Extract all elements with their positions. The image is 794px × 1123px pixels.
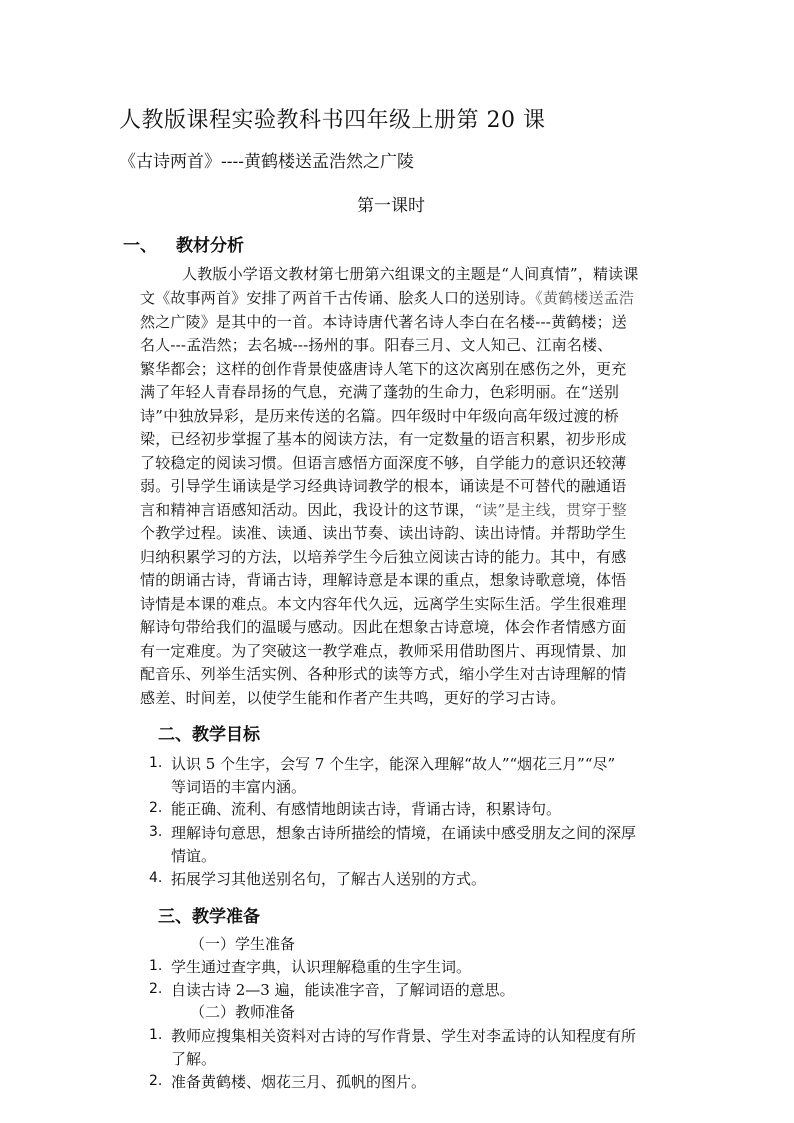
list-item: 理解诗句意思，想象古诗所描绘的情境，在诵读中感受朋友之间的深厚 bbox=[171, 824, 637, 842]
paragraph-line: 然之广陵》是其中的一首。本诗诗唐代著名诗人李白在名楼---黄鹤楼；送 bbox=[140, 313, 628, 331]
section-1-heading bbox=[123, 231, 244, 256]
list-item: 能正确、流利、有感情地朗读古诗，背诵古诗，积累诗句。 bbox=[171, 800, 562, 818]
paragraph-line: 解诗句带给我们的温暖与感动。因此在想象古诗意境，体会作者情感方面 bbox=[140, 618, 627, 636]
paragraph-line: 情的朗诵古诗，背诵古诗，理解诗意是本课的重点，想象诗歌意境，体悟 bbox=[140, 571, 627, 589]
document-title: 人教版课程实验教科书四年级上册第 20 课 bbox=[119, 108, 546, 133]
paragraph-text: 文《故事两首》安排了两首千古传诵、脍炙人口的送别诗。 bbox=[140, 289, 536, 307]
paragraph-line: 诗”中独放异彩，是历来传送的名篇。四年级时中年级向高年级过渡的桥 bbox=[140, 407, 620, 425]
teacher-prep-heading: （二）教师准备 bbox=[190, 1003, 296, 1021]
paragraph-line: 个教学过程。读准、读通、读出节奏、读出诗韵、读出诗情。并帮助学生 bbox=[140, 524, 627, 542]
paragraph-line: 了较稳定的阅读习惯。但语言感悟方面深度不够，自学能力的意识还较薄 bbox=[140, 454, 627, 472]
list-number: 1. bbox=[149, 958, 163, 974]
paragraph-line bbox=[140, 287, 634, 308]
paragraph-text-highlight: 《黄鹤楼送孟浩 bbox=[535, 289, 635, 307]
paragraph-line bbox=[140, 499, 627, 520]
section-3-heading: 三、教学准备 bbox=[158, 907, 260, 927]
section-1-number: 一、 bbox=[123, 236, 157, 256]
section-1-title: 教材分析 bbox=[176, 236, 244, 256]
paragraph-text-highlight: “读”是主线，贯穿于整 bbox=[474, 501, 627, 519]
paragraph-line: 配音乐、列举生活实例、各种形式的读等方式，缩小学生对古诗理解的情 bbox=[140, 665, 627, 683]
paragraph-line: 有一定难度。为了突破这一教学难点，教师采用借助图片、再现情景、加 bbox=[140, 642, 627, 660]
paragraph-text: 言和精神言语感知活动。因此，我设计的这节课， bbox=[140, 501, 475, 519]
paragraph-line: 繁华都会；这样的创作背景使盛唐诗人笔下的这次离别在感伤之外，更充 bbox=[140, 360, 627, 378]
lesson-subtitle: 《古诗两首》----黄鹤楼送孟浩然之广陵 bbox=[119, 152, 414, 172]
list-number: 1. bbox=[149, 755, 163, 771]
paragraph-line: 弱。引导学生诵读是学习经典诗词教学的根本，诵读是不可替代的融通语 bbox=[140, 477, 627, 495]
list-number: 3. bbox=[149, 824, 163, 840]
list-item-continued: 情谊。 bbox=[171, 847, 217, 865]
list-item: 教师应搜集相关资料对古诗的写作背景、学生对李孟诗的认知程度有所 bbox=[171, 1027, 637, 1045]
list-item: 准备黄鹤楼、烟花三月、孤帆的图片。 bbox=[171, 1073, 427, 1091]
student-prep-heading: （一）学生准备 bbox=[190, 935, 296, 953]
list-item: 自读古诗 2—3 遍，能读准字音，了解词语的意思。 bbox=[171, 981, 515, 999]
list-item: 拓展学习其他送别名句，了解古人送别的方式。 bbox=[171, 870, 487, 888]
paragraph-line: 名人---孟浩然；去名城---扬州的事。阳春三月、文人知己、江南名楼、 bbox=[140, 336, 613, 354]
lesson-period: 第一课时 bbox=[357, 196, 425, 216]
list-item-continued: 了解。 bbox=[171, 1050, 217, 1068]
list-item: 学生通过查字典，认识理解稳重的生字生词。 bbox=[171, 958, 472, 976]
list-number: 4. bbox=[149, 870, 163, 886]
paragraph-line: 梁，已经初步掌握了基本的阅读方法，有一定数量的语言积累，初步形成 bbox=[140, 430, 627, 448]
list-number: 2. bbox=[149, 800, 163, 816]
paragraph-line: 归纳积累学习的方法，以培养学生今后独立阅读古诗的能力。其中，有感 bbox=[140, 548, 627, 566]
list-item: 认识 5 个生字，会写 7 个生字，能深入理解“故人”“烟花三月”“尽” bbox=[171, 755, 616, 773]
list-number: 1. bbox=[149, 1027, 163, 1043]
paragraph-line: 满了年轻人青春昂扬的气息，充满了蓬勃的生命力，色彩明丽。在“送别 bbox=[140, 383, 620, 401]
paragraph-line: 人教版小学语文教材第七册第六组课文的主题是“人间真情”，精读课 bbox=[182, 265, 639, 283]
paragraph-line: 诗情是本课的难点。本文内容年代久远，远离学生实际生活。学生很难理 bbox=[140, 595, 627, 613]
list-number: 2. bbox=[149, 981, 163, 997]
list-number: 2. bbox=[149, 1073, 163, 1089]
section-2-heading: 二、教学目标 bbox=[158, 725, 260, 745]
paragraph-line: 感差、时间差，以使学生能和作者产生共鸣，更好的学习古诗。 bbox=[140, 689, 566, 707]
list-item-continued: 等词语的丰富内涵。 bbox=[171, 778, 307, 796]
